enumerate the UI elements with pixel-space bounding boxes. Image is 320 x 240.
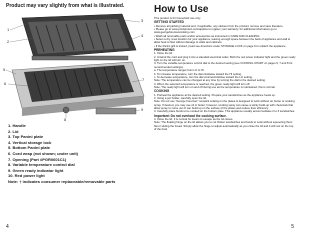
instruction-line: 1. Preheat the appliance at the desired setting. Prepare your sandwiches as the appliance heats up. <box>154 93 276 97</box>
page-number-left: 4 <box>6 224 9 230</box>
parts-item: 5. Bottom Panini plate <box>8 145 51 151</box>
parts-item: 7. Opening (Part #PGR0601C1) <box>8 156 67 162</box>
instruction-line: • Remove all packing material and, if applicable, any stickers from the product; remove and save literature. <box>154 24 284 28</box>
parts-item: 3. Top Panini plate <box>8 134 44 140</box>
instructions-body <box>154 17 296 131</box>
callout-6: 6 <box>4 81 7 86</box>
section-heading: COOKING <box>154 89 170 94</box>
instruction-line: Note: The temperature can be changed at any time by turning the dial to the desired setting. <box>154 79 266 83</box>
parts-item: 4. Vertical storage lock <box>8 139 52 145</box>
callout-5: 5 <box>3 67 6 72</box>
instruction-line: • Please go to www.prodprotect.com/applica to register your warranty; for additional information go to www.georgeforemancooking.com <box>154 28 277 35</box>
parts-list <box>8 123 115 185</box>
parts-item: 9. Green ready indicator light <box>8 167 64 173</box>
instruction-line: • Wash all removable parts and/or accessories as instructed in CARE AND CLEANING. <box>154 34 261 38</box>
instruction-line: b. To increase temperature, turn the dial clockwise toward the HI setting. <box>154 72 242 76</box>
parts-item: 6. Cord wrap (not shown; under unit) <box>8 150 78 156</box>
instruction-line: 3. Carefully place foods to be cooked on the bottom plate. This appliance usually accommodates 2 to 3 sandwiches. <box>154 110 296 114</box>
instruction-line: c. To decrease temperature, turn the dial counterclockwise toward the LO setting. <box>154 75 253 79</box>
panini-grill-illustration <box>4 10 146 122</box>
instruction-line: 1. Close the lid. <box>154 52 173 56</box>
callout-1: 1 <box>7 27 10 32</box>
parts-item: 2. Lid <box>8 128 19 134</box>
parts-item: Note: † indicates consumer replaceable/removable parts <box>8 178 116 184</box>
instruction-line: 2. Unwind the cord and plug it into a standard electrical outlet. Both the red power indicator light and the green ready light on the lid will turn on. <box>154 55 296 63</box>
parts-item: 8. Variable temperature control dial <box>8 162 75 168</box>
instruction-line: • Select a dry, level location for your appliance, leaving enough space between the back of appliance and wall to allow heat to flow without damage to walls and cabinets. <box>154 38 291 45</box>
section-heading: PREHEATING <box>154 48 175 53</box>
page-title: How to Use <box>154 4 209 15</box>
instruction-line: 4. Close the lid. It is normal for steam to escape as the lid closes. <box>154 117 234 121</box>
instruction-line: Note: The ready light will turn on and off during use as the temperature is maintained; this is normal. <box>154 85 276 89</box>
right-page <box>150 0 300 232</box>
section-heading: Important: Do not overload the cooking surface. <box>154 113 227 118</box>
instruction-line: 3. Turn the variable temperature control dial to the desired setting (see COOKING CHART on pages 6, 7 and 8 for recommended settings). <box>154 62 293 69</box>
callout-9: 9 <box>141 107 144 112</box>
left-page <box>0 0 150 232</box>
callout-8: 8 <box>64 117 67 122</box>
instruction-line: 4. When the selected temperature is reached, the green ready light will turn off. <box>154 82 251 86</box>
parts-item: 10. Red power light <box>8 173 45 179</box>
instruction-line: This product is for household use only. <box>154 17 201 20</box>
callout-4: 4 <box>141 33 144 38</box>
page-number-right: 5 <box>291 224 294 230</box>
instruction-line: 2. Using a pot holder, carefully open the lid. <box>154 96 207 100</box>
callout-3: 3 <box>141 18 144 23</box>
parts-item: 1. Handle <box>8 123 26 128</box>
callout-2: 2 <box>7 39 10 44</box>
instruction-line: • If the Panini grill is locked, (read see directions under STORAGE LOCK on page 9 to unlatch the appliance. <box>154 44 287 48</box>
instruction-line: a. The temperature ranges from LO to HI. <box>154 69 205 73</box>
instruction-line: Note: The floating hinge on the lid allows you to cut thicker sandwiches and foods to cook without squeezing them flat or sliding the bread. Simply allow the hinge to adjust automatically as you close the lid and it will rest on the top of the food. <box>154 121 294 131</box>
instruction-line: Note: Do not use "George Foreman" nonstick coating on the plates is designed to work without oil, butter or cooking spray. If desired, you may use oil or butter; however, cooking spray can cause a sticky build-up with chemicals that allow spray to come out of can build up on the surface of the plates and reduce their efficiency. <box>154 100 295 110</box>
illustration-note: Product may vary slightly from what is illustrated. <box>6 3 125 9</box>
callout-7: 7 <box>142 77 145 82</box>
section-heading: GETTING STARTED <box>154 20 184 25</box>
